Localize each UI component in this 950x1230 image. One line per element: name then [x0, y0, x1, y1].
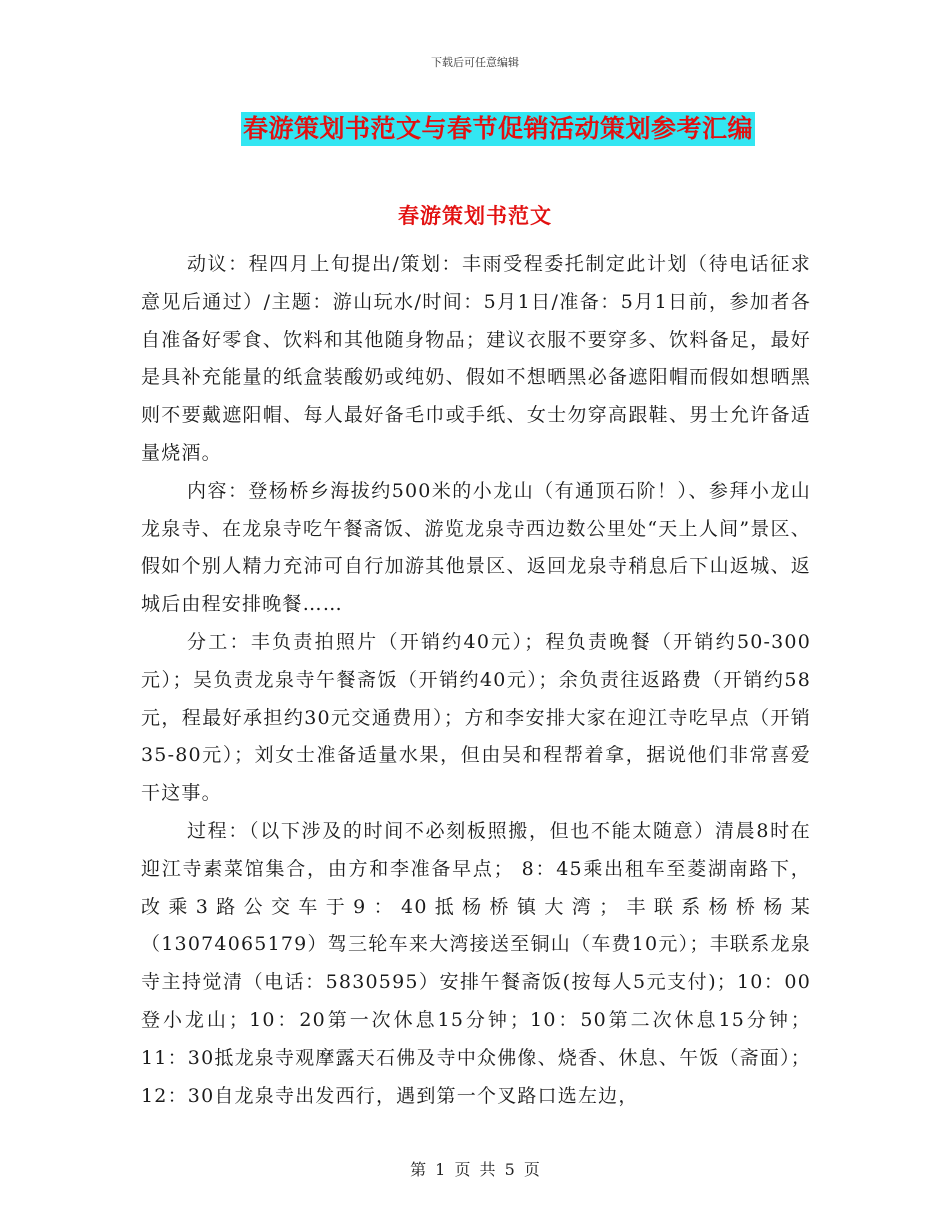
- paragraph-content: 内容：登杨桥乡海拔约500米的小龙山（有通顶石阶！）、参拜小龙山龙泉寺、在龙泉寺吃午餐斋饭、游览龙泉寺西边数公里处“天上人间”景区、假如个别人精力充沛可自行加游其他景区、返回龙泉寺稍息后下山返城、返城后由程安排晚餐……: [141, 479, 811, 616]
- paragraph-division: 分工：丰负责拍照片（开销约40元）；程负责晚餐（开销约50-300元）；吴负责龙泉寺午餐斋饭（开销约40元）；余负责往返路费（开销约58元，程最好承担约30元交通费用）；方和李安排大家在迎江寺吃早点（开销35-80元）；刘女士准备适量水果，但由吴和程帮着拿，据说他们非常喜爱干这事。: [141, 630, 811, 805]
- paragraph-process: 过程：（以下涉及的时间不必刻板照搬，但也不能太随意）清晨8时在迎江寺素菜馆集合，由方和李准备早点； 8：45乘出租车至菱湖南路下，改乘3路公交车于9：40抵杨桥镇大湾；丰联系杨桥杨某（13074065179）驾三轮车来大湾接送至铜山（车费10元）；丰联系龙泉寺主持觉清（电话：5830595）安排午餐斋饭(按每人5元支付)；10：00登小龙山；10：20第一次休息15分钟；10：50第二次休息15分钟； 11：30抵龙泉寺观摩露天石佛及寺中众佛像、烧香、休息、午饭（斋面）； 12：30自龙泉寺出发西行，遇到第一个叉路口选左边，: [141, 819, 811, 1107]
- header-note: 下载后可任意编辑: [431, 56, 519, 69]
- section-title: 春游策划书范文: [398, 203, 552, 228]
- paragraph-motion: 动议：程四月上旬提出/策划：丰雨受程委托制定此计划（待电话征求意见后通过）/主题：游山玩水/时间：5月1日/准备：5月1日前，参加者各自准备好零食、饮料和其他随身物品；建议衣服不要穿多、饮料备足，最好是具补充能量的纸盒装酸奶或纯奶、假如不想晒黑必备遮阳帽而假如想晒黑则不要戴遮阳帽、每人最好备毛巾或手纸、女士勿穿高跟鞋、男士允许备适量烧酒。: [141, 253, 811, 464]
- document-body: [141, 246, 811, 1115]
- document-title-container: [0, 112, 950, 146]
- document-title: 春游策划书范文与春节促销活动策划参考汇编: [241, 112, 755, 146]
- page-footer: 第 1 页 共 5 页: [410, 1160, 540, 1179]
